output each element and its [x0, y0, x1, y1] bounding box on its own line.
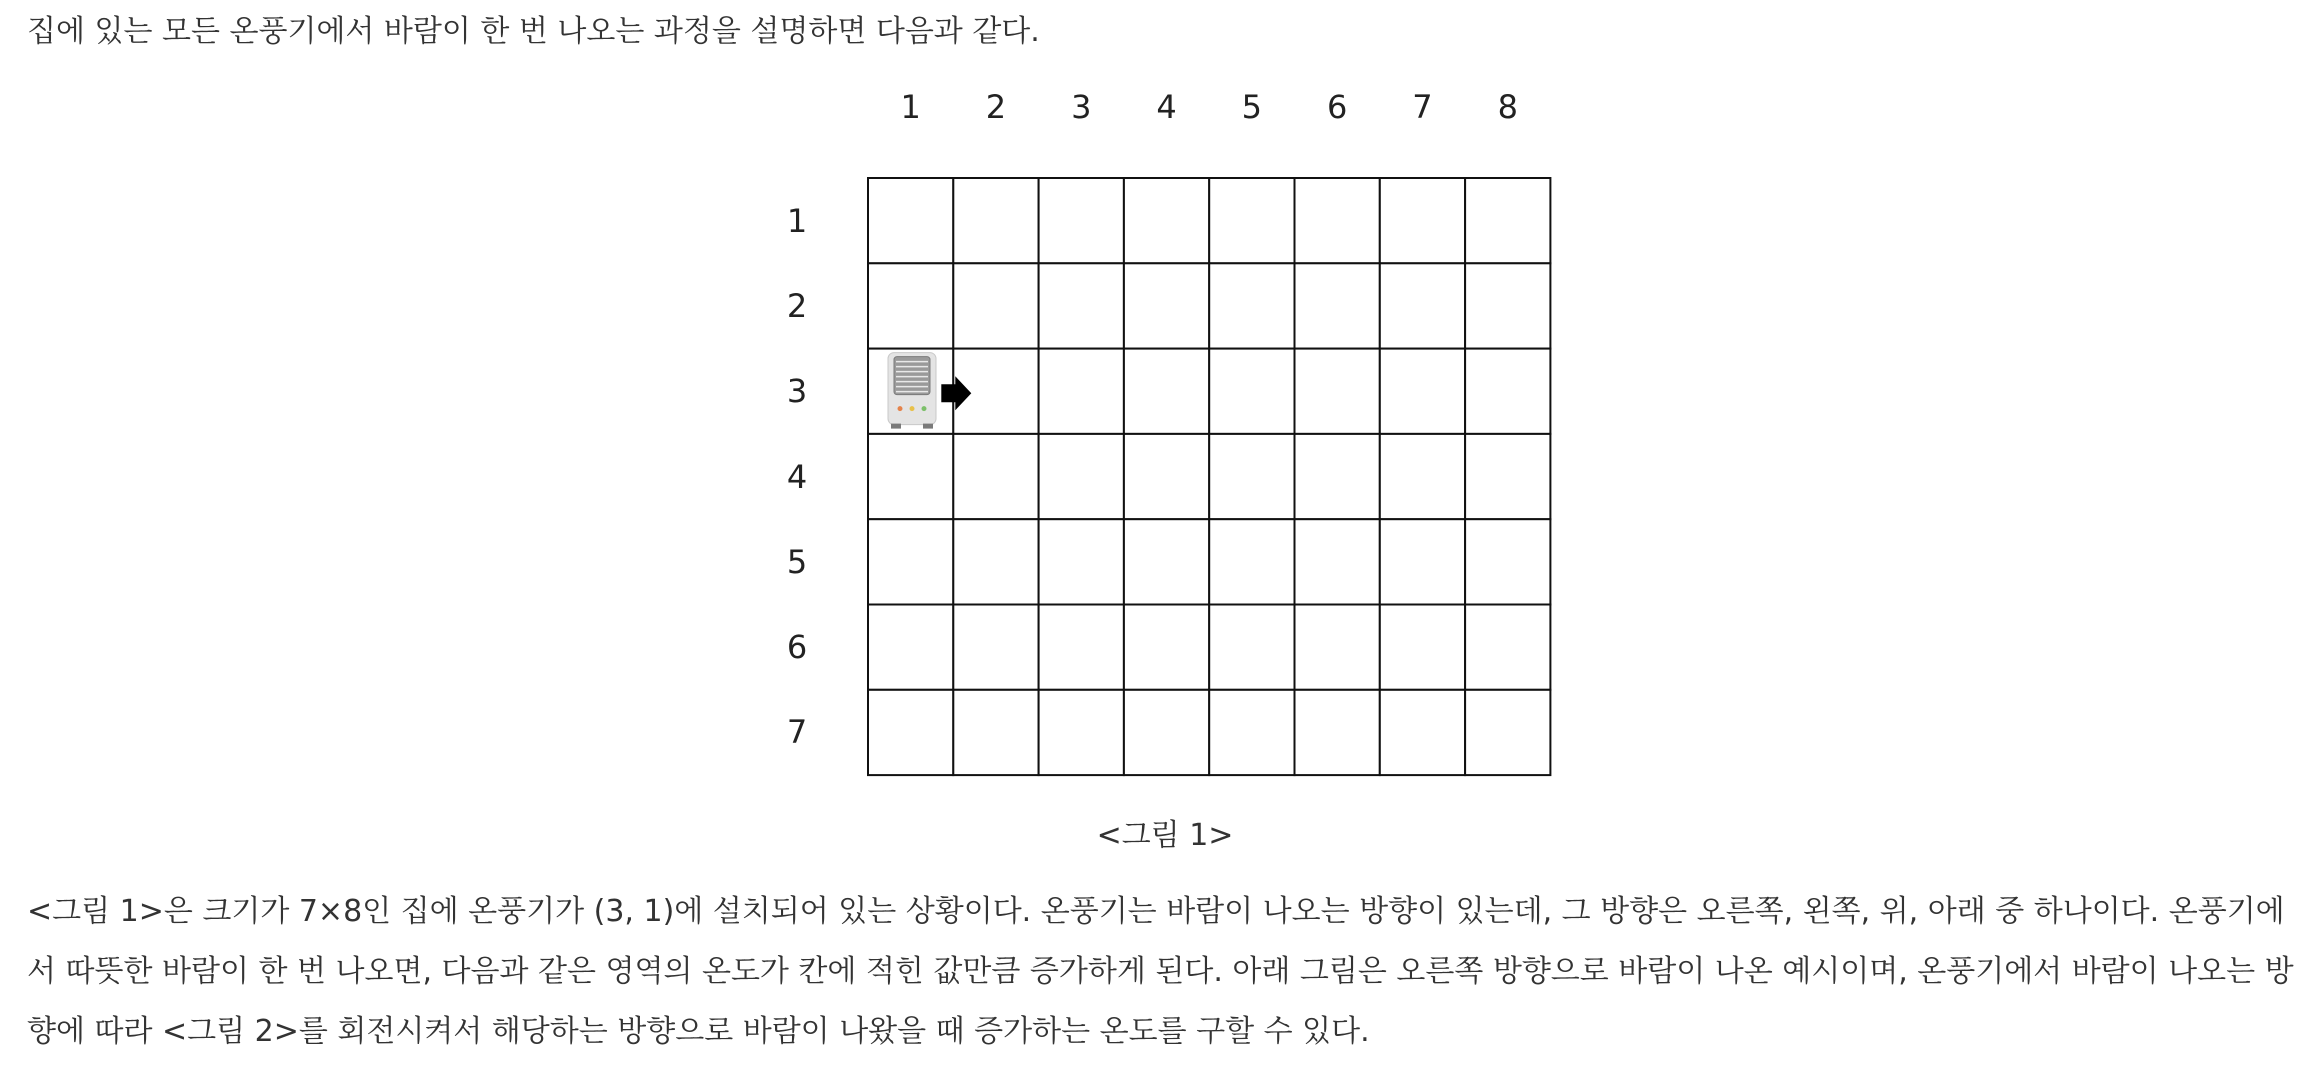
grid-cell	[868, 434, 953, 519]
grid-cell	[1039, 263, 1124, 348]
grid-cell	[1039, 519, 1124, 604]
column-label: 3	[1071, 88, 1092, 126]
heater-icon	[888, 353, 936, 429]
grid-cell	[1380, 690, 1465, 775]
column-label: 1	[900, 88, 921, 126]
grid-cell	[1465, 605, 1550, 690]
column-label: 4	[1156, 88, 1177, 126]
grid-cell	[1465, 434, 1550, 519]
row-label: 7	[786, 713, 808, 752]
column-label: 2	[985, 88, 1007, 126]
grid-cell	[868, 178, 953, 263]
grid-cell	[1380, 434, 1465, 519]
grid-cell	[1465, 349, 1550, 434]
grid-cell	[953, 605, 1038, 690]
grid-cell	[1209, 690, 1294, 775]
grid-cell	[953, 434, 1038, 519]
grid-cell	[868, 263, 953, 348]
grid-cell	[1124, 178, 1209, 263]
grid-svg	[867, 177, 1552, 777]
grid-cell	[1124, 690, 1209, 775]
grid-cell	[1295, 263, 1380, 348]
grid-cell	[953, 519, 1038, 604]
grid-cell	[1380, 263, 1465, 348]
column-label: 8	[1497, 88, 1518, 126]
grid-cell	[1380, 605, 1465, 690]
grid-cell	[1039, 605, 1124, 690]
row-label: 5	[786, 542, 808, 581]
intro-paragraph: 집에 있는 모든 온풍기에서 바람이 한 번 나오는 과정을 설명하면 다음과 같다.	[27, 14, 1040, 49]
column-label: 5	[1241, 88, 1263, 126]
grid-cell	[1465, 690, 1550, 775]
grid-cell	[1209, 519, 1294, 604]
grid-cell	[1209, 349, 1294, 434]
grid-cell	[1295, 519, 1380, 604]
grid-cell	[953, 690, 1038, 775]
figure-caption: <그림 1>	[1096, 818, 1234, 853]
row-label: 1	[786, 201, 808, 240]
grid-cell	[1039, 178, 1124, 263]
grid-cell	[1295, 605, 1380, 690]
description-paragraph: <그림 1>은 크기가 7×8인 집에 온풍기가 (3, 1)에 설치되어 있는 상황이다. 온풍기는 바람이 나오는 방향이 있는데, 그 방향은 오른쪽, 왼쪽, 위, 아래 중 하나이다. 온풍기에서 따뜻한 바람이 한 번 나오면, 다음과 같은 영역의 온도가 칸에 적힌 값만큼 증가하게 된다. 아래 그림은 오른쪽 방향으로 바람이 나온 예시이며, 온풍기에서 바람이 나오는 방향에 따라 <그림 2>를 회전시켜서 해당하는 방향으로 바람이 나왔을 때 증가하는 온도를 구할 수 있다.	[27, 894, 2294, 1049]
grid-cell	[953, 263, 1038, 348]
row-label: 4	[786, 457, 808, 496]
grid-cell	[868, 690, 953, 775]
grid-cell	[1124, 434, 1209, 519]
grid-cell	[868, 519, 953, 604]
grid-cell	[1124, 605, 1209, 690]
grid-cell	[1380, 519, 1465, 604]
grid-cell	[1380, 178, 1465, 263]
grid-cell	[868, 605, 953, 690]
row-label: 3	[786, 372, 808, 411]
grid-cell	[1039, 349, 1124, 434]
grid-cell	[1295, 434, 1380, 519]
grid-cell	[1209, 178, 1294, 263]
column-label: 6	[1326, 88, 1348, 126]
grid-cell	[1209, 263, 1294, 348]
grid-cell	[1465, 519, 1550, 604]
grid-cell	[953, 178, 1038, 263]
grid-cell	[1380, 349, 1465, 434]
grid-cell	[1209, 605, 1294, 690]
grid-cell	[1465, 178, 1550, 263]
grid-cell	[1124, 263, 1209, 348]
grid-cell	[1124, 519, 1209, 604]
grid-cell	[1209, 434, 1294, 519]
column-label: 7	[1412, 88, 1433, 126]
grid-cell	[1039, 434, 1124, 519]
row-label: 2	[786, 286, 808, 325]
grid-cell	[1295, 178, 1380, 263]
grid-cell	[1465, 263, 1550, 348]
grid-cell	[1039, 690, 1124, 775]
row-label: 6	[786, 628, 808, 667]
grid-cell	[1295, 349, 1380, 434]
grid-cell	[1295, 690, 1380, 775]
grid	[867, 177, 1550, 774]
grid-cell	[1124, 349, 1209, 434]
